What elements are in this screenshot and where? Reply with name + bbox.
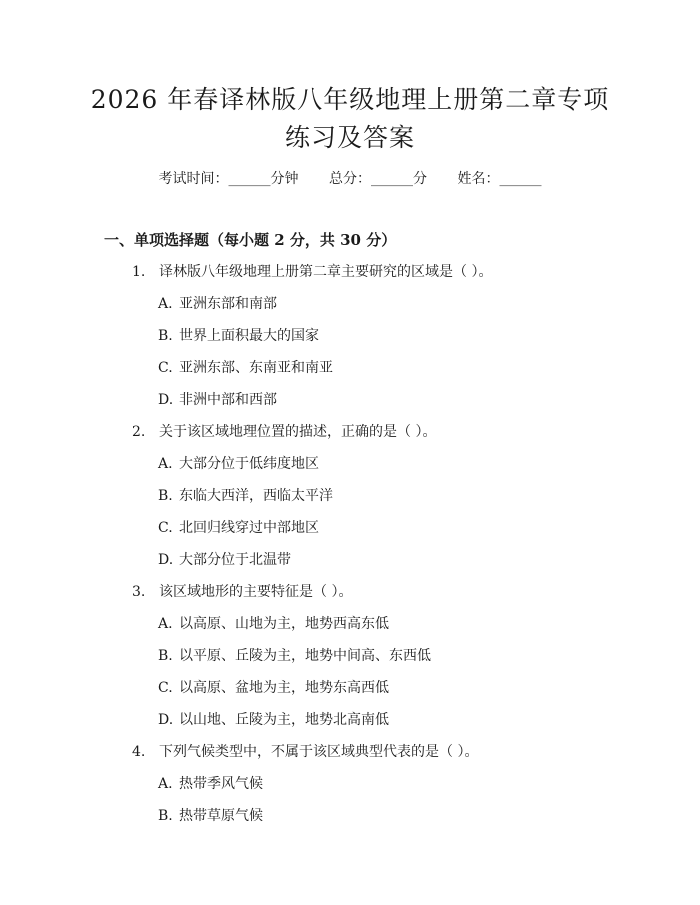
option-letter: C.	[158, 520, 173, 536]
question	[132, 581, 352, 601]
option	[158, 325, 319, 345]
exam-time-field: 考试时间：______分钟	[158, 171, 299, 187]
question-number: 4.	[132, 744, 146, 760]
option-text: 以山地、丘陵为主，地势北高南低	[179, 712, 389, 728]
option-text: 亚洲东部和南部	[179, 296, 277, 312]
option-text: 以高原、山地为主，地势西高东低	[179, 616, 389, 632]
option-text: 大部分位于北温带	[179, 552, 291, 568]
page-title-line2: 练习及答案	[284, 123, 415, 152]
option-letter: A.	[158, 296, 173, 312]
total-score-field: 总分：______分	[329, 171, 427, 187]
question	[132, 741, 478, 761]
option	[158, 389, 277, 409]
page-title-line1: 2026 年春译林版八年级地理上册第二章专项	[90, 85, 610, 114]
option-text: 世界上面积最大的国家	[179, 328, 319, 344]
option-text: 热带季风气候	[179, 776, 263, 792]
option-letter: B.	[158, 808, 173, 824]
option	[158, 613, 389, 633]
exam-meta	[0, 168, 700, 188]
option	[158, 453, 319, 473]
question-number: 3.	[132, 584, 146, 600]
option-letter: B.	[158, 648, 173, 664]
option-text: 热带草原气候	[179, 808, 263, 824]
option-text: 大部分位于低纬度地区	[179, 456, 319, 472]
option-letter: D.	[158, 712, 174, 728]
option	[158, 645, 431, 665]
option	[158, 677, 389, 697]
question-text: 译林版八年级地理上册第二章主要研究的区域是（ ）。	[159, 264, 493, 280]
option-letter: A.	[158, 616, 173, 632]
option	[158, 485, 333, 505]
option-letter: B.	[158, 328, 173, 344]
question-text: 该区域地形的主要特征是（ ）。	[159, 584, 353, 600]
option-text: 亚洲东部、东南亚和南亚	[179, 360, 333, 376]
option	[158, 517, 319, 537]
option-letter: C.	[158, 680, 173, 696]
option-letter: A.	[158, 456, 173, 472]
option	[158, 773, 263, 793]
student-name-field: 姓名：______	[457, 171, 542, 187]
option	[158, 293, 277, 313]
question-text: 关于该区域地理位置的描述，正确的是（ ）。	[159, 424, 437, 440]
option-text: 东临大西洋，西临太平洋	[179, 488, 333, 504]
question-number: 2.	[132, 424, 146, 440]
option	[158, 357, 333, 377]
question-text: 下列气候类型中，不属于该区域典型代表的是（ ）。	[159, 744, 479, 760]
option-text: 以高原、盆地为主，地势东高西低	[179, 680, 389, 696]
question-number: 1.	[132, 264, 146, 280]
option-letter: D.	[158, 552, 174, 568]
question	[132, 421, 436, 441]
option-letter: B.	[158, 488, 173, 504]
question	[132, 261, 492, 281]
option	[158, 709, 389, 729]
option-letter: C.	[158, 360, 173, 376]
option	[158, 549, 291, 569]
option-text: 非洲中部和西部	[179, 392, 277, 408]
option	[158, 805, 263, 825]
option-text: 北回归线穿过中部地区	[179, 520, 319, 536]
section-heading: 一、单项选择题（每小题 2 分，共 30 分）	[104, 231, 397, 249]
option-letter: D.	[158, 392, 174, 408]
option-letter: A.	[158, 776, 173, 792]
option-text: 以平原、丘陵为主，地势中间高、东西低	[179, 648, 431, 664]
